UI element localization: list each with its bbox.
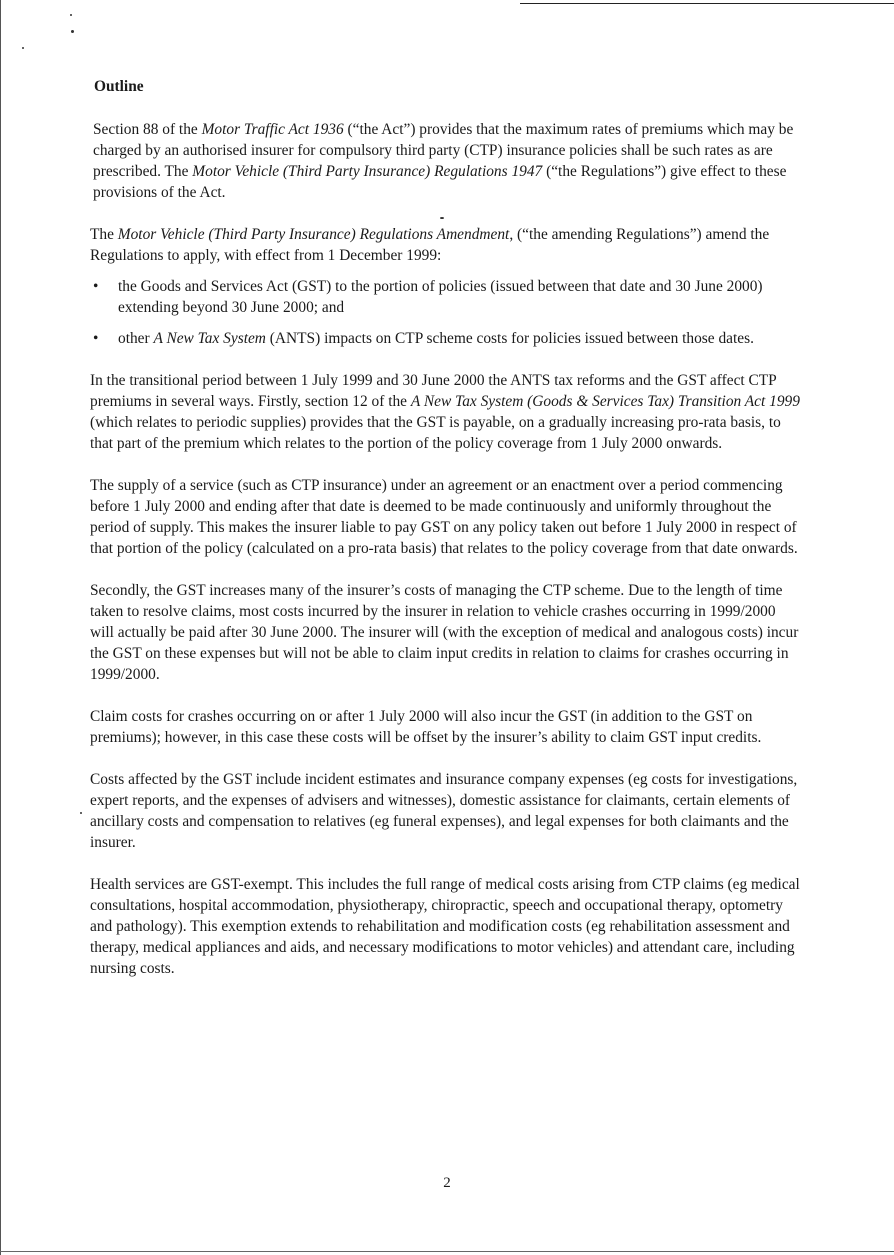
paragraph-health-services: Health services are GST-exempt. This includes the full range of medical costs arising from CTP claims (eg medical consultations, hospital accommodation, physiotherapy, chiropractic, speech and occupational therapy, optometry and pathology). This exemption extends to rehabilitation and modification costs (eg rehabilitation assessment and therapy, medical appliances and aids, and necessary modifications to motor vehicles) and attendant care, including nursing costs. bbox=[90, 876, 800, 977]
text-run: the Goods and Services Act (GST) to the portion of policies (issued between that date and 30 June 2000) extending beyond 30 June 2000; and bbox=[118, 278, 763, 316]
text-run: Section 88 of the bbox=[93, 121, 202, 138]
text-run: (“the Regulations”) give effect to these provisions of the Act. bbox=[93, 163, 787, 201]
bullet-marker: • bbox=[93, 330, 99, 347]
italic-title-run: A New Tax System (Goods & Services Tax) Transition Act 1999 bbox=[410, 393, 800, 410]
page-number: 2 bbox=[443, 1175, 451, 1191]
bullet-marker: • bbox=[93, 278, 99, 295]
paragraph-insurer-costs: Secondly, the GST increases many of the insurer’s costs of managing the CTP scheme. Due to the length of time taken to resolve claims, most costs incurred by the insurer in relation to vehicle crashes occurring in 1999/2000 will actually be paid after 30 June 2000. The insurer will (with the exception of medical and analogous costs) incur the GST on these expenses but will not be able to claim input credits in relation to claims for crashes occurring in 1999/2000. bbox=[90, 582, 799, 683]
scan-border-top bbox=[520, 3, 894, 4]
paragraph-act-section-88 bbox=[93, 119, 802, 203]
scan-speck bbox=[80, 812, 82, 814]
bullet-text bbox=[118, 330, 754, 347]
text-run: (“the Act”) provides that the maximum rates of premiums which may be charged by an authorised insurer for compulsory third party (CTP) insurance policies shall be such rates as are prescribed. The bbox=[93, 121, 794, 180]
italic-title-run: Motor Vehicle (Third Party Insurance) Regulations 1947 bbox=[192, 163, 543, 180]
scan-speck bbox=[71, 30, 74, 33]
italic-title-run: Motor Traffic Act 1936 bbox=[201, 121, 344, 138]
text-run: other bbox=[118, 330, 154, 347]
paragraph-costs-affected: Costs affected by the GST include incident estimates and insurance company expenses (eg costs for investigations, expert reports, and the expenses of advisers and witnesses), domestic assistance for claimants, certain elements of ancillary costs and compensation to relatives (eg funeral expenses), and legal expenses for both claimants and the insurer. bbox=[90, 771, 798, 851]
bullet-item-ants bbox=[90, 328, 802, 349]
italic-title-run: Motor Vehicle (Third Party Insurance) Regulations Amendment bbox=[117, 226, 510, 243]
paragraph-transitional-period bbox=[90, 370, 802, 454]
paragraph-amending-regulations bbox=[90, 224, 802, 266]
text-run: The bbox=[90, 226, 118, 243]
document-body bbox=[90, 76, 802, 1000]
section-heading: Outline bbox=[94, 78, 144, 95]
scan-border-left bbox=[0, 0, 1, 1255]
paragraph-supply-of-service: The supply of a service (such as CTP insurance) under an agreement or an enactment over a period commencing before 1 July 2000 and ending after that date is deemed to be made continuously and uniformly throughout the period of supply. This makes the insurer liable to pay GST on any policy taken out before 1 July 2000 in respect of that portion of the policy (calculated on a pro-rata basis) that relates to the policy coverage from that date onwards. bbox=[90, 477, 798, 557]
italic-title-run: A New Tax System bbox=[153, 330, 266, 347]
bullet-list bbox=[90, 276, 802, 349]
text-run: (which relates to periodic supplies) provides that the GST is payable, on a gradually increasing pro-rata basis, to that part of the premium which relates to the portion of the policy coverage from 1 July 2000 onwards. bbox=[90, 414, 781, 452]
bullet-text bbox=[118, 278, 763, 316]
text-run: , (“the amending Regulations”) amend the Regulations to apply, with effect from 1 December 1999: bbox=[90, 226, 770, 264]
text-run: (ANTS) impacts on CTP scheme costs for policies issued between those dates. bbox=[265, 330, 754, 347]
scan-speck bbox=[22, 47, 24, 49]
bullet-item-gst bbox=[90, 276, 802, 318]
paragraph-claim-costs: Claim costs for crashes occurring on or after 1 July 2000 will also incur the GST (in addition to the GST on premiums); however, in this case these costs will be offset by the insurer’s ability to claim GST input credits. bbox=[90, 708, 762, 746]
scan-border-bottom bbox=[0, 1251, 894, 1252]
scan-speck bbox=[70, 14, 72, 16]
text-run: In the transitional period between 1 July 1999 and 30 June 2000 the ANTS tax reforms and the GST affect CTP premiums in several ways. Firstly, section 12 of the bbox=[90, 372, 777, 410]
